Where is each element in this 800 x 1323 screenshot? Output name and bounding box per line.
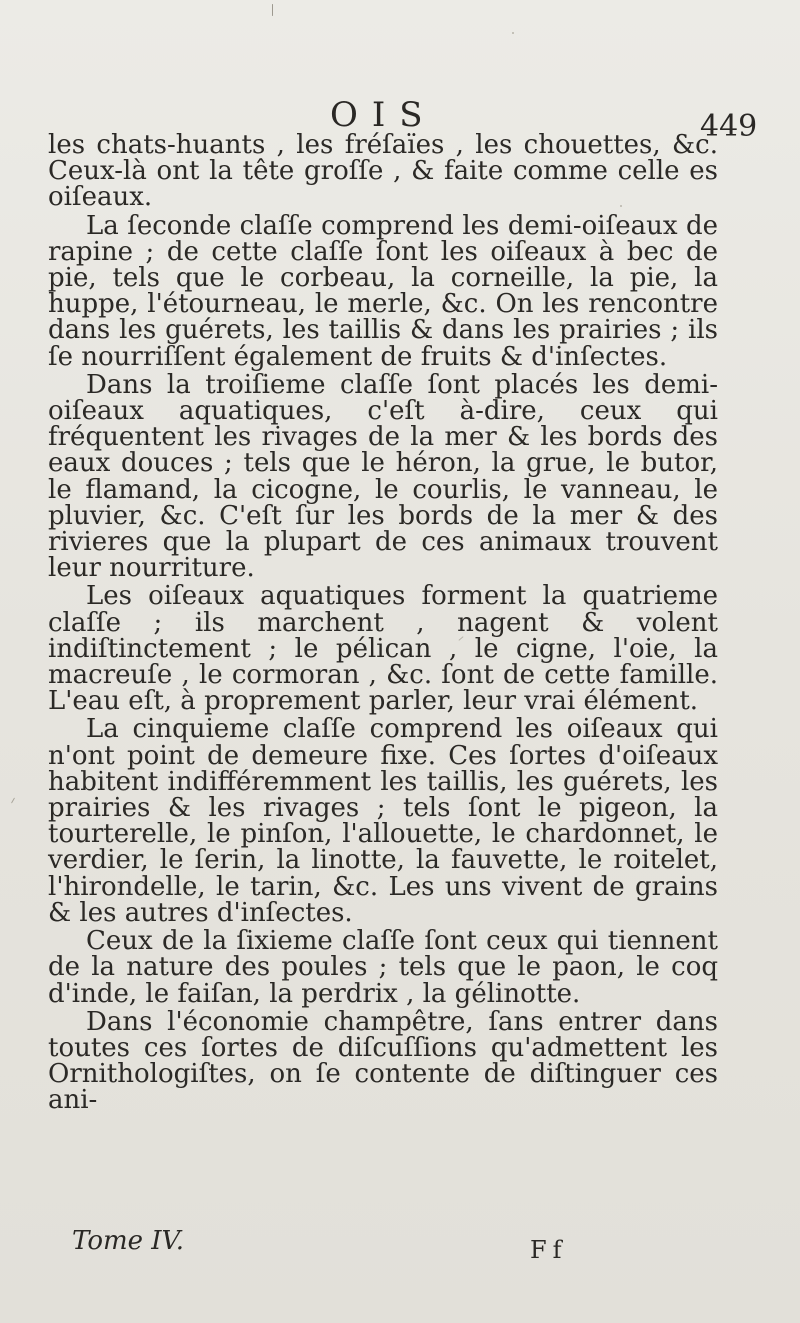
paragraph-3: Dans la troiſieme claſſe ſont placés les demi-oiſeaux aquatiques, c'eſt à-dire, ceux qui fréquentent les rivages de la mer & les bords des eaux douces ; tels que le héron, la grue, le butor, le flamand, la cicogne, le courlis, le vanneau, le pluvier, &c. C'eſt ſur les bords de la mer & des rivieres que la plupart de ces animaux trouvent leur nourriture.: [48, 369, 718, 584]
paragraph-6: Ceux de la ſixieme claſſe ſont ceux qui tiennent de la nature des poules ; tels que le paon, le coq d'inde, le faiſan, la perdrix , la gélinotte.: [48, 926, 718, 1009]
volume-label: Tome IV.: [72, 1226, 185, 1256]
paragraph-2: La ſeconde claſſe comprend les demi-oiſeaux de rapine ; de cette claſſe ſont les oiſeaux à bec de pie, tels que le corbeau, la corneille, la pie, la huppe, l'étourneau, le merle, &c. On les rencontre dans les guérets, les taillis & dans les prairies ; ils ſe nourriſſent également de fruits & d'inſectes.: [48, 210, 718, 372]
paragraph-7: Dans l'économie champêtre, ſans entrer dans toutes ces ſortes de diſcuſſions qu'admettent les Ornithologiſtes, on ſe contente de diſtinguer ces ani-: [48, 1006, 718, 1116]
signature-mark: Ff: [530, 1236, 568, 1264]
paragraph-4: Les oiſeaux aquatiques forment la quatrieme claſſe ; ils marchent , nagent & volent indiſtinctement ; le pélican , le cigne, l'oie, la macreuſe , le cormoran , &c. ſont de cette famille. L'eau eſt, à proprement parler, leur vrai élément.: [48, 581, 718, 717]
page-number: 449: [700, 109, 758, 144]
running-title: OIS: [330, 95, 437, 135]
paragraph-1: les chats-huants , les fréſaïes , les chouettes, &c. Ceux-là ont la tête groſſe , & faite comme celle es oiſeaux.: [48, 130, 718, 213]
page-footer: [0, 1226, 800, 1266]
body-text: [48, 132, 718, 1114]
paragraph-5: La cinquieme claſſe comprend les oiſeaux qui n'ont point de demeure fixe. Ces ſortes d'oiſeaux habitent indifféremment les taillis, les guérets, les prairies & les rivages ; tels ſont le pigeon, la tourterelle, le pinſon, l'allouette, le chardonnet, le verdier, le ſerin, la linotte, la fauvette, le roitelet, l'hirondelle, le tarin, &c. Les uns vivent de grains & les autres d'inſectes.: [48, 714, 718, 928]
